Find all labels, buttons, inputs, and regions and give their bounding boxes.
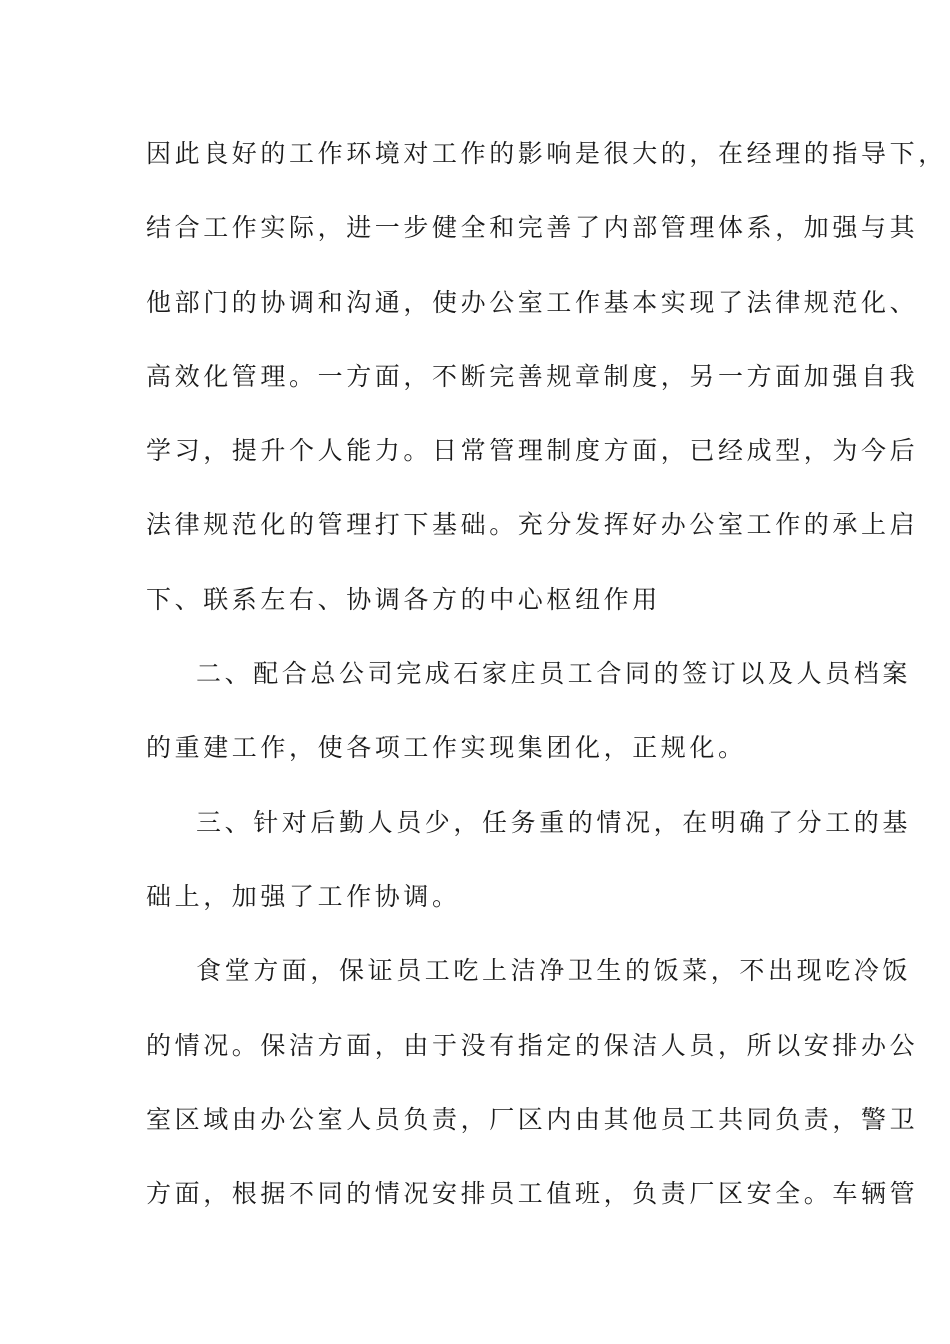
paragraph-line: 下、联系左右、协调各方的中心枢纽作用 [146, 584, 661, 614]
paragraph-line: 学习，提升个人能力。日常管理制度方面，已经成型，为今后 [146, 436, 919, 466]
paragraph-line-indented: 食堂方面，保证员工吃上洁净卫生的饭菜，不出现吃冷饭 [196, 956, 912, 986]
paragraph-line: 的情况。保洁方面，由于没有指定的保洁人员，所以安排办公 [146, 1030, 919, 1060]
paragraph-line: 室区域由办公室人员负责，厂区内由其他员工共同负责，警卫 [146, 1104, 919, 1134]
paragraph-line-indented: 二、配合总公司完成石家庄员工合同的签订以及人员档案 [196, 659, 912, 689]
paragraph-line: 高效化管理。一方面，不断完善规章制度，另一方面加强自我 [146, 361, 919, 391]
paragraph-line: 因此良好的工作环境对工作的影响是很大的，在经理的指导下， [146, 139, 947, 168]
paragraph-line: 方面，根据不同的情况安排员工值班，负责厂区安全。车辆管 [146, 1179, 919, 1209]
paragraph-line-indented: 三、针对后勤人员少，任务重的情况，在明确了分工的基 [196, 807, 912, 837]
document-body [146, 127, 947, 1241]
paragraph-line: 法律规范化的管理打下基础。充分发挥好办公室工作的承上启 [146, 510, 919, 540]
paragraph-line: 结合工作实际，进一步健全和完善了内部管理体系，加强与其 [146, 213, 919, 243]
paragraph-line: 的重建工作，使各项工作实现集团化，正规化。 [146, 733, 747, 763]
paragraph-line: 础上，加强了工作协调。 [146, 881, 461, 911]
paragraph-line: 他部门的协调和沟通，使办公室工作基本实现了法律规范化、 [146, 287, 919, 317]
